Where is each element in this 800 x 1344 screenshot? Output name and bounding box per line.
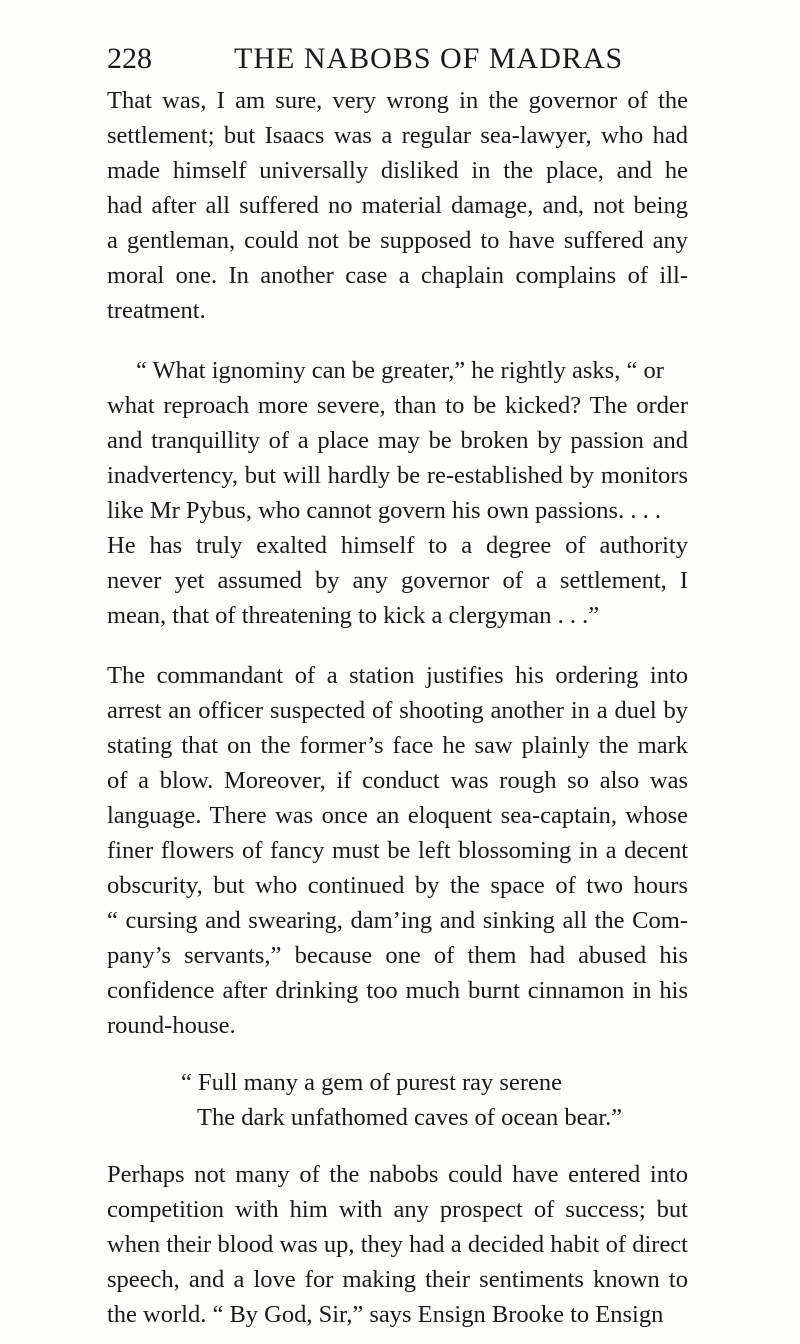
- text-line: when their blood was up, they had a decided habit of direct: [107, 1231, 688, 1258]
- text-line: competition with him with any prospect of success; but: [107, 1196, 688, 1223]
- verse-line: The dark unfathomed caves of ocean bear.”: [197, 1104, 623, 1131]
- text-line: and tranquillity of a place may be broken by passion and: [107, 427, 688, 454]
- page-number: 228: [107, 42, 152, 75]
- text-line: round-house.: [107, 1012, 236, 1039]
- text-line: mean, that of threatening to kick a clergyman . . .”: [107, 602, 600, 629]
- text-line: the world. “ By God, Sir,” says Ensign Brooke to Ensign: [107, 1301, 664, 1328]
- text-line: arrest an officer suspected of shooting another in a duel by: [107, 697, 688, 724]
- page-header: [107, 38, 687, 82]
- text-line: settlement; but Isaacs was a regular sea-lawyer, who had: [107, 122, 688, 149]
- text-line: He has truly exalted himself to a degree of authority: [107, 532, 688, 559]
- text-line: confidence after drinking too much burnt cinnamon in his: [107, 977, 688, 1004]
- text-line: what reproach more severe, than to be kicked? The order: [107, 392, 688, 419]
- text-line: That was, I am sure, very wrong in the governor of the: [107, 87, 688, 114]
- text-line: The commandant of a station justifies his ordering into: [107, 662, 688, 689]
- text-line: obscurity, but who continued by the space of two hours: [107, 872, 688, 899]
- text-line: “ What ignominy can be greater,” he rightly asks, “ or: [136, 357, 664, 384]
- text-line: a gentleman, could not be supposed to have suffered any: [107, 227, 688, 254]
- text-line: like Mr Pybus, who cannot govern his own passions. . . .: [107, 497, 661, 524]
- running-title: THE NABOBS OF MADRAS: [234, 42, 624, 75]
- text-line: Perhaps not many of the nabobs could have entered into: [107, 1161, 688, 1188]
- text-line: made himself universally disliked in the place, and he: [107, 157, 688, 184]
- text-line: of a blow. Moreover, if conduct was rough so also was: [107, 767, 688, 794]
- text-line: inadvertency, but will hardly be re-established by monitors: [107, 462, 688, 489]
- text-line: “ cursing and swearing, dam’ing and sinking all the Com-: [107, 907, 688, 934]
- text-line: stating that on the former’s face he saw plainly the mark: [107, 732, 688, 759]
- text-line: finer flowers of fancy must be left blossoming in a decent: [107, 837, 688, 864]
- text-line: pany’s servants,” because one of them had abused his: [107, 942, 688, 969]
- text-line: speech, and a love for making their sentiments known to: [107, 1266, 688, 1293]
- text-line: language. There was once an eloquent sea-captain, whose: [107, 802, 688, 829]
- verse-line: “ Full many a gem of purest ray serene: [181, 1069, 562, 1096]
- text-line: had after all suffered no material damage, and, not being: [107, 192, 688, 219]
- text-line: treatment.: [107, 297, 206, 324]
- text-line: moral one. In another case a chaplain complains of ill-: [107, 262, 688, 289]
- text-line: never yet assumed by any governor of a settlement, I: [107, 567, 688, 594]
